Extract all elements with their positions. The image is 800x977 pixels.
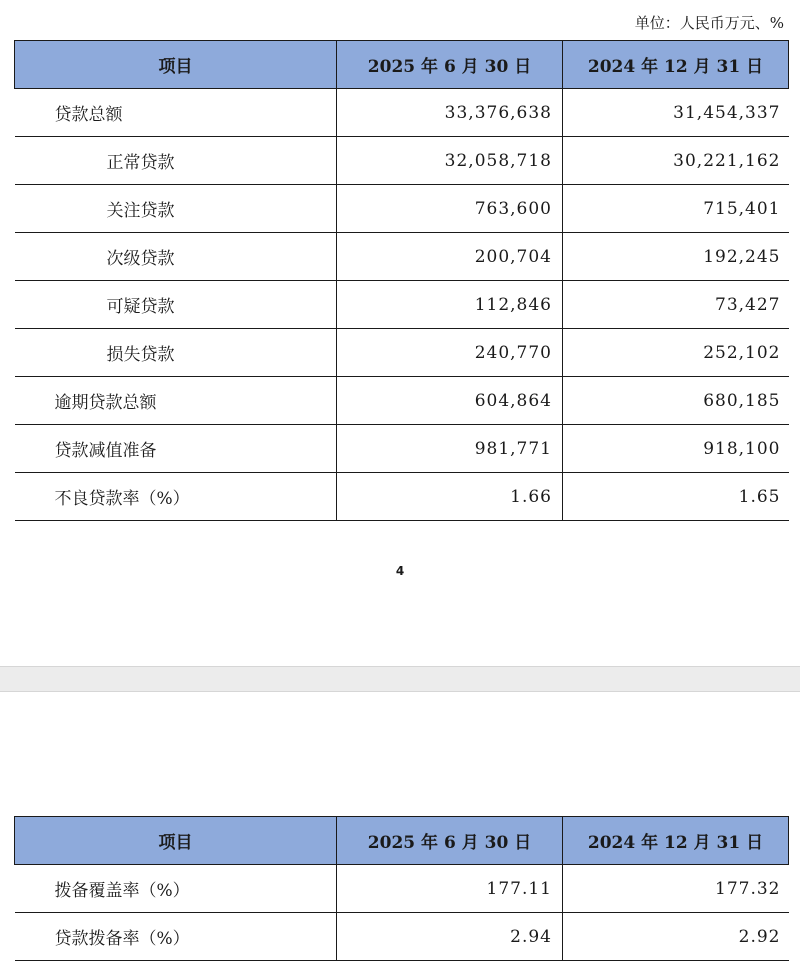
value-2025: 112,846 xyxy=(337,281,563,329)
value-2025: 200,704 xyxy=(337,233,563,281)
header-item: 项目 xyxy=(15,817,337,865)
row-label: 贷款总额 xyxy=(15,89,337,137)
header-2025: 2025 年 6 月 30 日 xyxy=(337,41,563,89)
header-row xyxy=(15,41,789,89)
table-row xyxy=(15,865,789,913)
value-2024: 192,245 xyxy=(563,233,789,281)
value-2025: 2.94 xyxy=(337,913,563,961)
value-2025: 604,864 xyxy=(337,377,563,425)
table-row xyxy=(15,473,789,521)
value-2025: 981,771 xyxy=(337,425,563,473)
page-2 xyxy=(0,692,800,977)
value-2025: 177.11 xyxy=(337,865,563,913)
value-2025: 240,770 xyxy=(337,329,563,377)
table-row xyxy=(15,89,789,137)
value-2024: 30,221,162 xyxy=(563,137,789,185)
row-label: 正常贷款 xyxy=(15,137,337,185)
header-2025: 2025 年 6 月 30 日 xyxy=(337,817,563,865)
table-row xyxy=(15,377,789,425)
value-2024: 73,427 xyxy=(563,281,789,329)
row-label: 不良贷款率（%） xyxy=(15,473,337,521)
loan-quality-table xyxy=(14,40,789,521)
row-label: 损失贷款 xyxy=(15,329,337,377)
row-label: 贷款减值准备 xyxy=(15,425,337,473)
value-2024: 715,401 xyxy=(563,185,789,233)
row-label: 可疑贷款 xyxy=(15,281,337,329)
row-label: 拨备覆盖率（%） xyxy=(15,865,337,913)
value-2024: 177.32 xyxy=(563,865,789,913)
header-2024: 2024 年 12 月 31 日 xyxy=(563,41,789,89)
row-label: 次级贷款 xyxy=(15,233,337,281)
value-2024: 252,102 xyxy=(563,329,789,377)
value-2024: 31,454,337 xyxy=(563,89,789,137)
value-2025: 763,600 xyxy=(337,185,563,233)
header-row xyxy=(15,817,789,865)
table-row xyxy=(15,425,789,473)
table-row xyxy=(15,185,789,233)
row-label: 逾期贷款总额 xyxy=(15,377,337,425)
provision-table xyxy=(14,816,789,961)
table-row xyxy=(15,913,789,961)
value-2024: 1.65 xyxy=(563,473,789,521)
page-separator xyxy=(0,666,800,692)
unit-note: 单位：人民币万元、% xyxy=(634,14,784,32)
value-2025: 33,376,638 xyxy=(337,89,563,137)
table-row xyxy=(15,329,789,377)
table-row xyxy=(15,233,789,281)
value-2025: 32,058,718 xyxy=(337,137,563,185)
row-label: 关注贷款 xyxy=(15,185,337,233)
value-2024: 680,185 xyxy=(563,377,789,425)
table-row xyxy=(15,281,789,329)
value-2025: 1.66 xyxy=(337,473,563,521)
value-2024: 2.92 xyxy=(563,913,789,961)
value-2024: 918,100 xyxy=(563,425,789,473)
page-number: 4 xyxy=(395,564,405,578)
header-2024: 2024 年 12 月 31 日 xyxy=(563,817,789,865)
row-label: 贷款拨备率（%） xyxy=(15,913,337,961)
table-row xyxy=(15,137,789,185)
header-item: 项目 xyxy=(15,41,337,89)
